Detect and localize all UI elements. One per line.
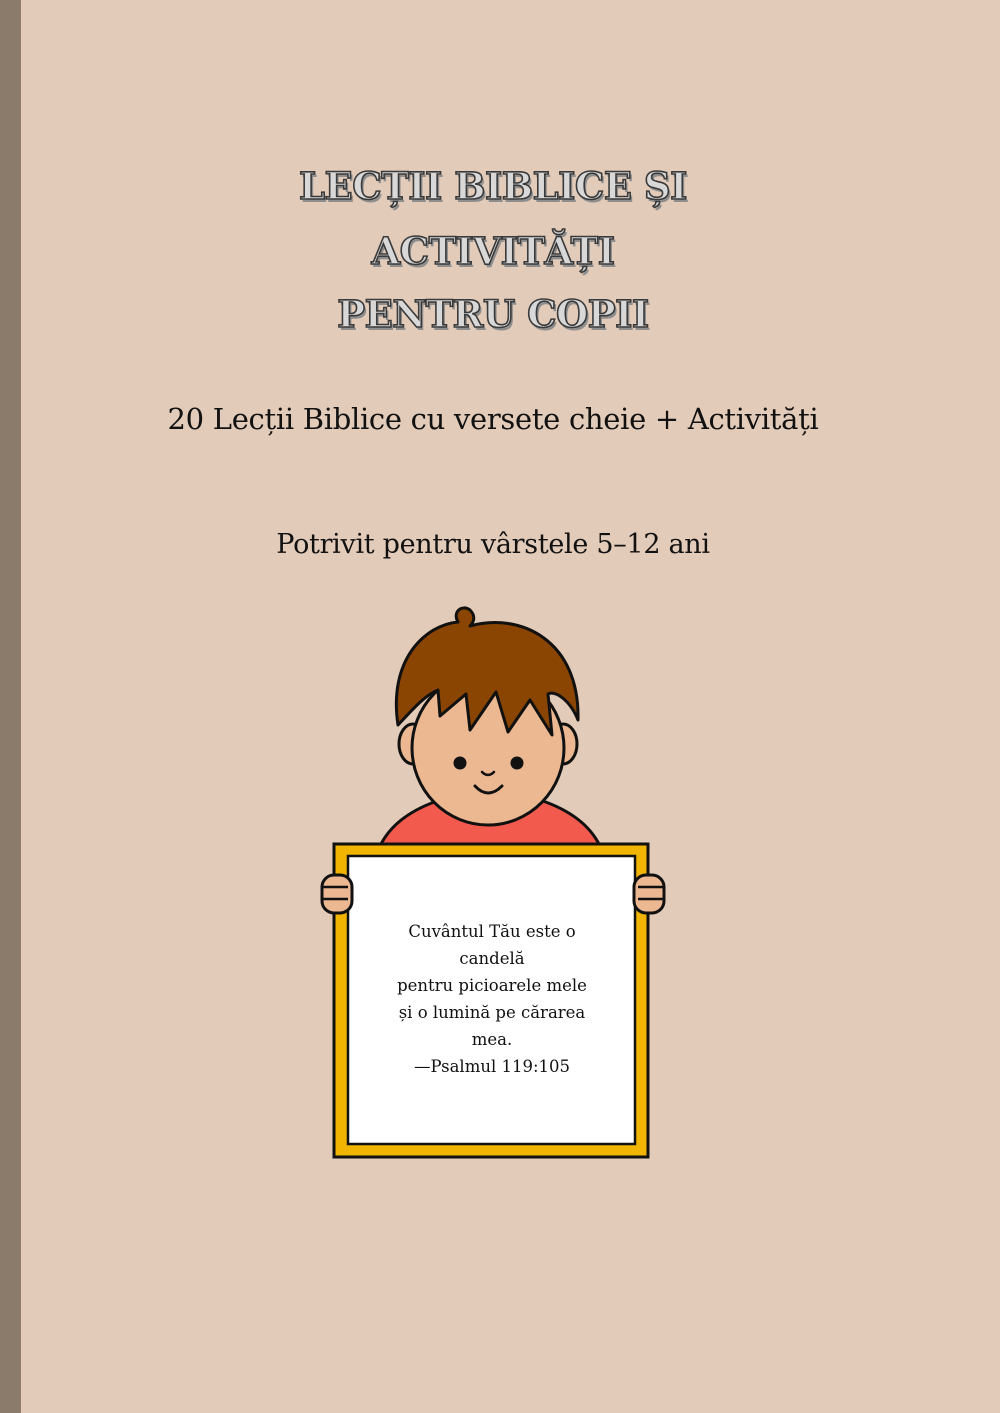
age-range: Potrivit pentru vârstele 5–12 ani <box>276 529 710 560</box>
right-eye <box>511 757 524 770</box>
left-hand <box>322 875 352 913</box>
title-line-3: PENTRU COPII <box>337 292 649 336</box>
verse-reference: —Psalmul 119:105 <box>413 1057 571 1076</box>
verse-line: Cuvântul Tău este o <box>408 922 576 941</box>
subtitle: 20 Lecții Biblice cu versete cheie + Activități <box>167 402 819 436</box>
verse-line: și o lumină pe cărarea <box>398 1003 586 1022</box>
verse-line: pentru picioarele mele <box>397 976 587 995</box>
title-line-2: ACTIVITĂȚI <box>371 229 615 273</box>
left-eye <box>454 757 467 770</box>
right-hand <box>634 875 664 913</box>
verse-line: candelă <box>459 949 525 968</box>
verse-line: mea. <box>471 1030 513 1049</box>
sign-verse <box>376 918 608 1080</box>
title-line-1: LECȚII BIBLICE ȘI <box>299 164 687 208</box>
